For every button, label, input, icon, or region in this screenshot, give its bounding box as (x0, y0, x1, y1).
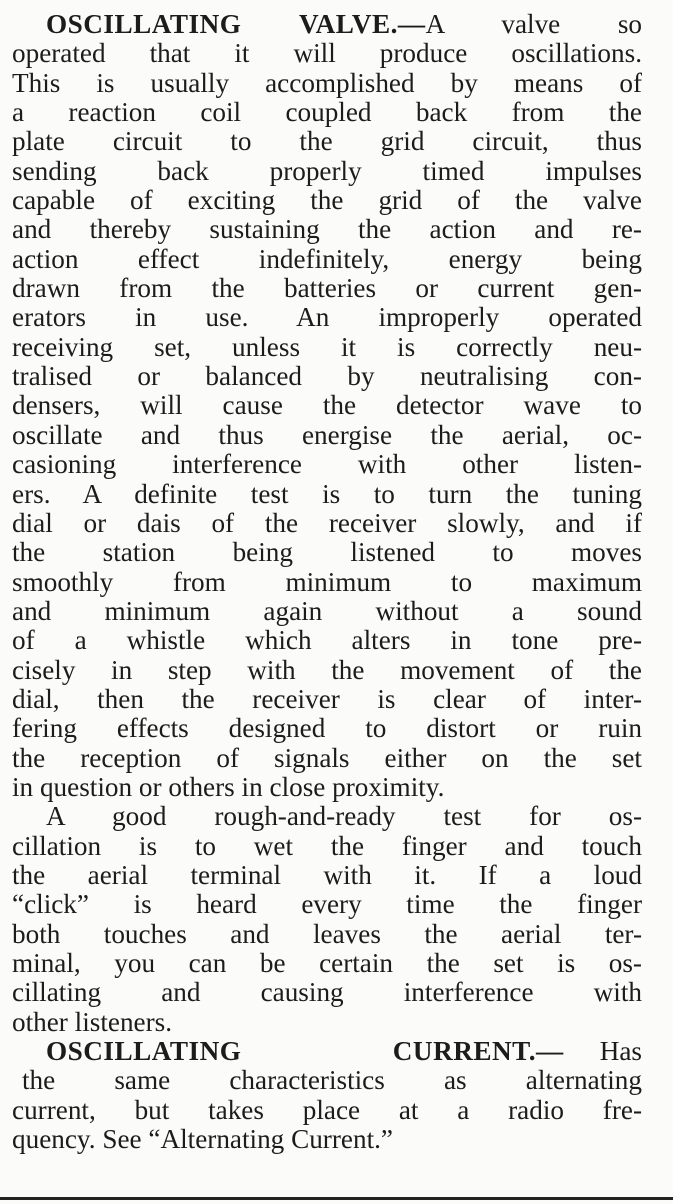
text-line: operated that it will produce oscillations. (12, 39, 642, 69)
text-line: the same characteristics as alternating (22, 1066, 642, 1096)
text-line: the station being listened to moves (12, 538, 642, 568)
text-line: action effect indefinitely, energy being (12, 244, 642, 274)
text-line: oscillate and thus energise the aerial, oc- (12, 420, 642, 450)
entry-first-line (12, 1037, 642, 1066)
text-line: dial, then the receiver is clear of inter- (12, 684, 642, 714)
entry-text: Has (599, 1037, 642, 1067)
text-line: cisely in step with the movement of the (12, 655, 642, 685)
entry-oscillating-valve (12, 10, 642, 1037)
text-line: fering effects designed to distort or ruin (12, 714, 642, 744)
text-line: the aerial terminal with it. If a loud (12, 860, 642, 890)
entry-heading: OSCILLATING VALVE.— (46, 10, 426, 39)
text-column (12, 10, 642, 1154)
text-line: other listeners. (12, 1007, 173, 1037)
text-line: both touches and leaves the aerial ter- (12, 919, 642, 949)
text-line: erators in use. An improperly operated (12, 303, 642, 333)
text-line: sending back properly timed impulses (12, 156, 642, 186)
entry-oscillating-current (12, 1037, 642, 1154)
text-line: cillating and causing interference with (12, 978, 642, 1008)
text-line: receiving set, unless it is correctly neu- (12, 332, 642, 362)
text-line: drawn from the batteries or current gen- (12, 274, 642, 304)
text-line: ers. A definite test is to turn the tuning (12, 479, 642, 509)
text-line: plate circuit to the grid circuit, thus (12, 127, 642, 157)
text-line: This is usually accomplished by means of (12, 68, 642, 98)
text-line: and thereby sustaining the action and re- (12, 215, 642, 245)
entry-text: A valve so (425, 10, 642, 39)
text-line: capable of exciting the grid of the valve (12, 186, 642, 216)
text-line: “click” is heard every time the finger (12, 890, 642, 920)
text-line: minal, you can be certain the set is os- (12, 949, 642, 978)
text-line: tralised or balanced by neutralising con- (12, 362, 642, 392)
text-line: smoothly from minimum to maximum (12, 567, 642, 597)
text-line: dial or dais of the receiver slowly, and if (12, 508, 642, 538)
text-line: and minimum again without a sound (12, 596, 642, 626)
entry-first-line (12, 10, 642, 39)
text-line: a reaction coil coupled back from the (12, 98, 642, 128)
text-line: the reception of signals either on the set (12, 743, 642, 773)
bottom-rule (0, 1197, 673, 1200)
text-line: A good rough-and-ready test for os- (46, 802, 642, 832)
text-line: densers, will cause the detector wave to (12, 391, 642, 421)
text-line: in question or others in close proximity. (12, 772, 445, 802)
entry-heading: OSCILLATING CURRENT.— (46, 1037, 564, 1067)
text-line: cillation is to wet the finger and touch (12, 831, 642, 861)
text-line: quency. See “Alternating Current.” (12, 1125, 393, 1155)
text-line: of a whistle which alters in tone pre- (12, 626, 642, 656)
text-line: casioning interference with other listen- (12, 450, 642, 480)
text-line: current, but takes place at a radio fre- (12, 1095, 642, 1125)
